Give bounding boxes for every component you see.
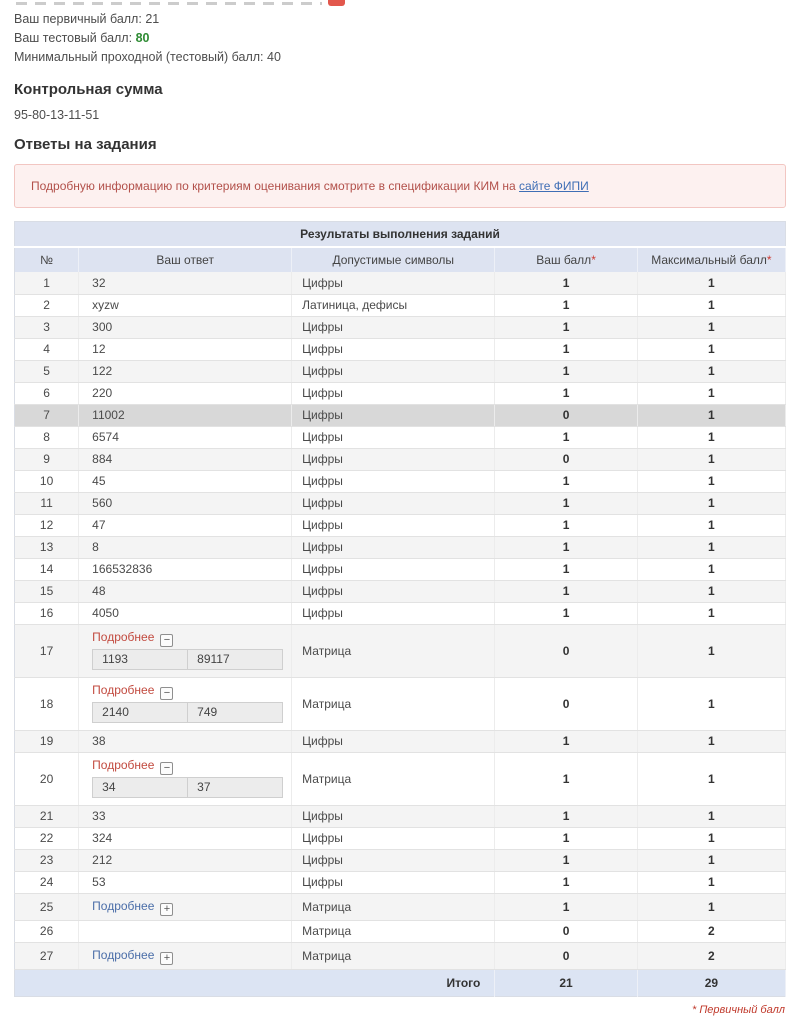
score-cell: 1	[495, 382, 637, 404]
allowed-symbols-cell: Латиница, дефисы	[292, 294, 495, 316]
matrix-cell: 34	[92, 777, 188, 798]
allowed-symbols-cell: Цифры	[292, 338, 495, 360]
answer-cell: 220	[79, 382, 292, 404]
details-toggle-link[interactable]: Подробнее	[92, 629, 155, 644]
allowed-symbols-cell: Цифры	[292, 470, 495, 492]
row-number: 6	[15, 382, 79, 404]
table-caption: Результаты выполнения заданий	[15, 222, 786, 248]
max-score-cell: 1	[637, 382, 785, 404]
column-header-allowed-symbols: Допустимые символы	[292, 247, 495, 272]
answer-cell	[79, 920, 292, 942]
row-number: 5	[15, 360, 79, 382]
score-cell: 1	[495, 827, 637, 849]
allowed-symbols-cell: Цифры	[292, 382, 495, 404]
row-number: 9	[15, 448, 79, 470]
row-number: 18	[15, 677, 79, 730]
total-label: Итого	[15, 969, 495, 996]
max-score-cell: 1	[637, 338, 785, 360]
table-row	[15, 558, 786, 580]
details-toggle-link[interactable]: Подробнее	[92, 757, 155, 772]
row-number: 12	[15, 514, 79, 536]
table-row	[15, 677, 786, 730]
details-row	[92, 948, 283, 965]
answer-cell: 4050	[79, 602, 292, 624]
answer-cell	[79, 893, 292, 920]
score-cell: 0	[495, 404, 637, 426]
matrix-cell: 89117	[187, 649, 283, 670]
answer-cell: xyzw	[79, 294, 292, 316]
table-row	[15, 272, 786, 294]
score-cell: 0	[495, 920, 637, 942]
allowed-symbols-cell: Цифры	[292, 316, 495, 338]
max-score-cell: 1	[637, 602, 785, 624]
collapse-icon[interactable]: −	[160, 634, 173, 647]
allowed-symbols-cell: Цифры	[292, 602, 495, 624]
answer-cell	[79, 752, 292, 805]
score-cell: 1	[495, 316, 637, 338]
max-score-cell: 2	[637, 942, 785, 969]
row-number: 2	[15, 294, 79, 316]
test-score-label: Ваш тестовый балл:	[14, 31, 133, 45]
score-cell: 1	[495, 730, 637, 752]
table-row	[15, 382, 786, 404]
row-number: 11	[15, 492, 79, 514]
score-summary	[14, 10, 786, 67]
row-number: 19	[15, 730, 79, 752]
allowed-symbols-cell: Цифры	[292, 426, 495, 448]
matrix-answer	[92, 649, 283, 670]
table-row	[15, 624, 786, 677]
matrix-cell: 749	[187, 702, 283, 723]
allowed-symbols-cell: Цифры	[292, 448, 495, 470]
table-row	[15, 514, 786, 536]
max-score-cell: 1	[637, 805, 785, 827]
row-number: 24	[15, 871, 79, 893]
row-number: 22	[15, 827, 79, 849]
fipi-site-link[interactable]: сайте ФИПИ	[519, 179, 589, 193]
table-row	[15, 849, 786, 871]
score-cell: 1	[495, 426, 637, 448]
answer-cell: 324	[79, 827, 292, 849]
allowed-symbols-cell: Цифры	[292, 558, 495, 580]
allowed-symbols-cell: Цифры	[292, 514, 495, 536]
allowed-symbols-cell: Матрица	[292, 920, 495, 942]
answer-cell: 12	[79, 338, 292, 360]
expand-icon[interactable]: +	[160, 952, 173, 965]
primary-score-line	[14, 10, 786, 29]
table-row	[15, 580, 786, 602]
max-score-cell: 1	[637, 294, 785, 316]
max-score-cell: 1	[637, 827, 785, 849]
min-pass-score-line	[14, 48, 786, 67]
table-row	[15, 492, 786, 514]
row-number: 10	[15, 470, 79, 492]
score-cell: 1	[495, 514, 637, 536]
matrix-answer	[92, 702, 283, 723]
answer-cell: 38	[79, 730, 292, 752]
allowed-symbols-cell: Матрица	[292, 752, 495, 805]
column-header-score	[495, 247, 637, 272]
matrix-cell: 37	[187, 777, 283, 798]
max-score-cell: 1	[637, 752, 785, 805]
max-score-cell: 1	[637, 426, 785, 448]
max-score-cell: 1	[637, 677, 785, 730]
allowed-symbols-cell: Матрица	[292, 677, 495, 730]
table-row	[15, 920, 786, 942]
table-row	[15, 426, 786, 448]
max-score-cell: 1	[637, 536, 785, 558]
collapse-icon[interactable]: −	[160, 687, 173, 700]
details-row	[92, 899, 283, 916]
results-table-body	[15, 272, 786, 969]
max-score-cell: 1	[637, 448, 785, 470]
results-table	[14, 221, 786, 997]
answer-cell: 300	[79, 316, 292, 338]
cropped-red-badge	[328, 0, 345, 6]
collapse-icon[interactable]: −	[160, 762, 173, 775]
max-score-cell: 1	[637, 492, 785, 514]
table-row	[15, 470, 786, 492]
primary-score-footnote: * Первичный балл	[691, 1003, 785, 1016]
max-score-cell: 1	[637, 470, 785, 492]
results-table-foot	[15, 969, 786, 996]
score-asterisk: *	[591, 253, 596, 267]
column-header-answer: Ваш ответ	[79, 247, 292, 272]
table-row	[15, 730, 786, 752]
allowed-symbols-cell: Цифры	[292, 730, 495, 752]
max-score-cell: 1	[637, 272, 785, 294]
row-number: 17	[15, 624, 79, 677]
answer-cell: 32	[79, 272, 292, 294]
score-cell: 1	[495, 294, 637, 316]
score-cell: 1	[495, 580, 637, 602]
answer-cell: 166532836	[79, 558, 292, 580]
details-toggle-link[interactable]: Подробнее	[92, 947, 155, 962]
column-header-number: №	[15, 247, 79, 272]
allowed-symbols-cell: Цифры	[292, 272, 495, 294]
row-number: 14	[15, 558, 79, 580]
allowed-symbols-cell: Цифры	[292, 827, 495, 849]
table-header-row	[15, 247, 786, 272]
max-score-cell: 1	[637, 849, 785, 871]
max-score-cell: 1	[637, 360, 785, 382]
row-number: 21	[15, 805, 79, 827]
row-number: 23	[15, 849, 79, 871]
table-row	[15, 360, 786, 382]
total-row	[15, 969, 786, 996]
checksum-value: 95-80-13-11-51	[14, 108, 100, 122]
matrix-cell: 1193	[92, 649, 188, 670]
allowed-symbols-cell: Матрица	[292, 942, 495, 969]
max-score-cell: 1	[637, 871, 785, 893]
score-cell: 0	[495, 448, 637, 470]
row-number: 25	[15, 893, 79, 920]
answer-cell: 48	[79, 580, 292, 602]
table-row	[15, 316, 786, 338]
score-cell: 1	[495, 272, 637, 294]
answer-cell: 11002	[79, 404, 292, 426]
allowed-symbols-cell: Матрица	[292, 624, 495, 677]
score-cell: 1	[495, 752, 637, 805]
table-row	[15, 602, 786, 624]
info-alert	[14, 164, 786, 208]
answer-cell: 53	[79, 871, 292, 893]
score-cell: 1	[495, 871, 637, 893]
min-pass-score-label: Минимальный проходной (тестовый) балл:	[14, 50, 264, 64]
max-score-cell: 1	[637, 404, 785, 426]
score-cell: 1	[495, 360, 637, 382]
answer-cell: 33	[79, 805, 292, 827]
expand-icon[interactable]: +	[160, 903, 173, 916]
score-cell: 1	[495, 602, 637, 624]
details-row	[92, 683, 283, 700]
details-row	[92, 758, 283, 775]
score-cell: 1	[495, 492, 637, 514]
allowed-symbols-cell: Цифры	[292, 805, 495, 827]
answer-cell: 884	[79, 448, 292, 470]
table-row	[15, 871, 786, 893]
details-toggle-link[interactable]: Подробнее	[92, 898, 155, 913]
test-score-value: 80	[135, 31, 150, 45]
max-score-cell: 1	[637, 558, 785, 580]
score-cell: 0	[495, 942, 637, 969]
max-score-cell: 1	[637, 580, 785, 602]
column-header-max-score	[637, 247, 785, 272]
score-cell: 0	[495, 677, 637, 730]
allowed-symbols-cell: Цифры	[292, 849, 495, 871]
allowed-symbols-cell: Цифры	[292, 536, 495, 558]
table-row	[15, 893, 786, 920]
answer-cell: 122	[79, 360, 292, 382]
table-row	[15, 294, 786, 316]
column-header-score-label: Ваш балл	[536, 253, 592, 267]
cropped-text	[16, 2, 322, 5]
table-row	[15, 338, 786, 360]
row-number: 20	[15, 752, 79, 805]
min-pass-score-value: 40	[267, 50, 281, 64]
answer-cell: 47	[79, 514, 292, 536]
checksum-heading: Контрольная сумма	[14, 81, 163, 98]
answer-cell: 45	[79, 470, 292, 492]
table-caption-row	[15, 222, 786, 248]
matrix-answer	[92, 777, 283, 798]
row-number: 13	[15, 536, 79, 558]
allowed-symbols-cell: Матрица	[292, 893, 495, 920]
answer-cell	[79, 677, 292, 730]
row-number: 4	[15, 338, 79, 360]
total-max-value: 29	[637, 969, 785, 996]
answer-cell	[79, 624, 292, 677]
score-cell: 1	[495, 805, 637, 827]
score-cell: 1	[495, 558, 637, 580]
matrix-cell: 2140	[92, 702, 188, 723]
table-row	[15, 448, 786, 470]
answers-heading: Ответы на задания	[14, 136, 157, 153]
score-cell: 1	[495, 470, 637, 492]
table-row	[15, 942, 786, 969]
table-row	[15, 752, 786, 805]
answer-cell: 212	[79, 849, 292, 871]
max-score-cell: 1	[637, 624, 785, 677]
row-number: 15	[15, 580, 79, 602]
results-table-head	[15, 222, 786, 273]
allowed-symbols-cell: Цифры	[292, 360, 495, 382]
table-row	[15, 536, 786, 558]
details-toggle-link[interactable]: Подробнее	[92, 682, 155, 697]
score-cell: 0	[495, 624, 637, 677]
column-header-max-score-label: Максимальный балл	[651, 253, 767, 267]
max-score-cell: 1	[637, 730, 785, 752]
answer-cell	[79, 942, 292, 969]
cropped-text-row	[14, 0, 786, 6]
table-row	[15, 805, 786, 827]
total-score-value: 21	[495, 969, 637, 996]
allowed-symbols-cell: Цифры	[292, 871, 495, 893]
test-score-line	[14, 29, 786, 48]
table-row	[15, 827, 786, 849]
row-number: 8	[15, 426, 79, 448]
details-row	[92, 630, 283, 647]
primary-score-label: Ваш первичный балл:	[14, 12, 142, 26]
max-score-cell: 2	[637, 920, 785, 942]
row-number: 7	[15, 404, 79, 426]
max-score-asterisk: *	[766, 253, 772, 267]
max-score-cell: 1	[637, 316, 785, 338]
allowed-symbols-cell: Цифры	[292, 580, 495, 602]
answer-cell: 8	[79, 536, 292, 558]
allowed-symbols-cell: Цифры	[292, 492, 495, 514]
row-number: 1	[15, 272, 79, 294]
primary-score-value: 21	[145, 12, 160, 26]
row-number: 27	[15, 942, 79, 969]
answer-cell: 6574	[79, 426, 292, 448]
alert-text: Подробную информацию по критериям оценивания смотрите в спецификации КИМ на	[31, 179, 520, 193]
table-row	[15, 404, 786, 426]
max-score-cell: 1	[637, 514, 785, 536]
score-cell: 1	[495, 338, 637, 360]
score-cell: 1	[495, 849, 637, 871]
score-cell: 1	[495, 536, 637, 558]
row-number: 16	[15, 602, 79, 624]
score-cell: 1	[495, 893, 637, 920]
row-number: 3	[15, 316, 79, 338]
answer-cell: 560	[79, 492, 292, 514]
allowed-symbols-cell: Цифры	[292, 404, 495, 426]
row-number: 26	[15, 920, 79, 942]
max-score-cell: 1	[637, 893, 785, 920]
